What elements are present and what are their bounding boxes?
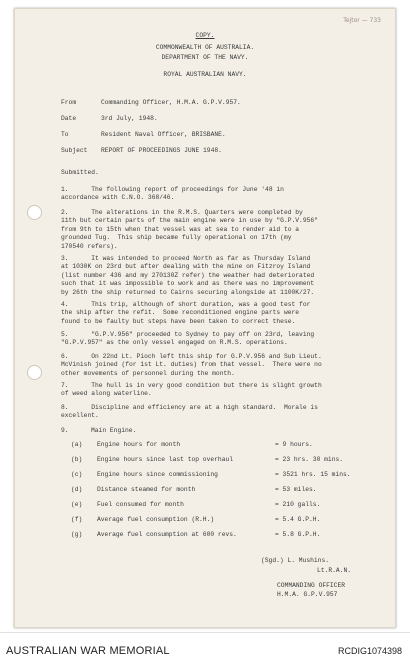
signatory-ship: H.M.A. G.P.V.957	[277, 591, 338, 598]
engine-item-letter: (e)	[71, 501, 83, 508]
engine-item-label: Distance steamed for month	[97, 486, 196, 493]
engine-item-value: = 3521 hrs. 15 mins.	[275, 471, 351, 478]
submitted-line: Submitted.	[61, 169, 99, 176]
punch-hole-bottom	[27, 365, 42, 380]
engine-item-label: Fuel consumed for month	[97, 501, 184, 508]
paragraph-6: 6. On 22nd Lt. Pioch left this ship for G.P.V.956 and Sub Lieut. McVinish joined (for 1st Lt. duties) from that vessel. There were no other movements of personnel during the month.	[61, 353, 322, 377]
copy-heading: COPY.	[195, 32, 215, 39]
engine-item-letter: (c)	[71, 471, 83, 478]
archive-name: AUSTRALIAN WAR MEMORIAL	[6, 645, 170, 657]
from-value: Commanding Officer, H.M.A. G.P.V.957.	[101, 99, 241, 106]
paragraph-7: 7. The hull is in very good condition but there is slight growth of weed along waterline.	[61, 382, 322, 398]
engine-item-label: Average fuel consumption at 600 revs.	[97, 531, 237, 538]
paragraph-8: 8. Discipline and efficiency are at a high standard. Morale is excellent.	[61, 404, 318, 420]
date-label: Date	[61, 115, 77, 122]
to-value: Resident Naval Officer, BRISBANE.	[101, 131, 226, 138]
document-page	[14, 8, 396, 628]
engine-item-value: = 23 hrs. 30 mins.	[275, 456, 344, 463]
engine-item-letter: (f)	[71, 516, 83, 523]
org-line-2: DEPARTMENT OF THE NAVY.	[161, 54, 249, 61]
from-label: From	[61, 99, 77, 106]
signature-rank: Lt.R.A.N.	[317, 567, 352, 574]
paragraph-2: 2. The alterations in the R.M.S. Quarters were completed by 11th but certain parts of the main engine were in use by "G.P.V.956" from 9th to 15th when that vessel was at sea to render aid to a grounded Tug. This ship became fully operational on 17th (my 170540 refers).	[61, 209, 318, 250]
engine-item-label: Engine hours since last top overhaul	[97, 456, 234, 463]
signature-line: (Sgd.) L. Mushins.	[261, 557, 330, 564]
engine-item-letter: (g)	[71, 531, 83, 538]
signatory-title: COMMANDING OFFICER	[277, 582, 346, 589]
engine-item-value: = 9 hours.	[275, 441, 313, 448]
subject-label: Subject	[61, 147, 88, 154]
engine-item-label: Engine hours since commissioning	[97, 471, 218, 478]
engine-item-value: = 210 galls.	[275, 501, 321, 508]
paragraph-4: 4. This trip, although of short duration, was a good test for the ship after the refit. Some reconditioned engine parts were found to be faulty but steps have been taken to correct these.	[61, 301, 311, 325]
org-line-1: COMMONWEALTH OF AUSTRALIA.	[155, 44, 255, 51]
engine-item-letter: (d)	[71, 486, 83, 493]
engine-item-value: = 53 miles.	[275, 486, 317, 493]
service-heading: ROYAL AUSTRALIAN NAVY.	[163, 71, 247, 78]
to-label: To	[61, 131, 69, 138]
punch-hole-top	[27, 205, 42, 220]
subject-value: REPORT OF PROCEEDINGS JUNE 1948.	[101, 147, 222, 154]
paragraph-5: 5. "G.P.V.956" proceeded to Sydney to pay off on 23rd, leaving "G.P.V.957" as the only vessel engaged on R.M.S. operations.	[61, 331, 315, 347]
engine-item-value: = 5.4 G.P.H.	[275, 516, 321, 523]
engine-item-value: = 5.8 G.P.H.	[275, 531, 321, 538]
paragraph-1: 1. The following report of proceedings for June '48 in accordance with C.N.O. 368/46.	[61, 186, 284, 202]
date-value: 3rd July, 1948.	[101, 115, 158, 122]
archive-footer	[0, 632, 410, 667]
paragraph-9-title: Main Engine.	[91, 427, 137, 434]
archive-record-id: RCDIG1074398	[337, 646, 402, 656]
engine-item-letter: (a)	[71, 441, 83, 448]
engine-item-label: Engine hours for month	[97, 441, 181, 448]
reference-mark: Tejtor — 733	[343, 17, 381, 24]
engine-item-label: Average fuel consumption (R.H.)	[97, 516, 215, 523]
engine-item-letter: (b)	[71, 456, 83, 463]
paragraph-9-number: 9.	[61, 427, 69, 434]
paragraph-3: 3. It was intended to proceed North as far as Thursday Island at 1030K on 23rd but after dealing with the mine on Fitzroy Island (list number 436 and my 270130Z refer) the weather had deteriorated such that it was impossible to work and as there was no improvement by 26th the ship returned to Cairns securing alongside at 1100K/27.	[61, 255, 315, 296]
